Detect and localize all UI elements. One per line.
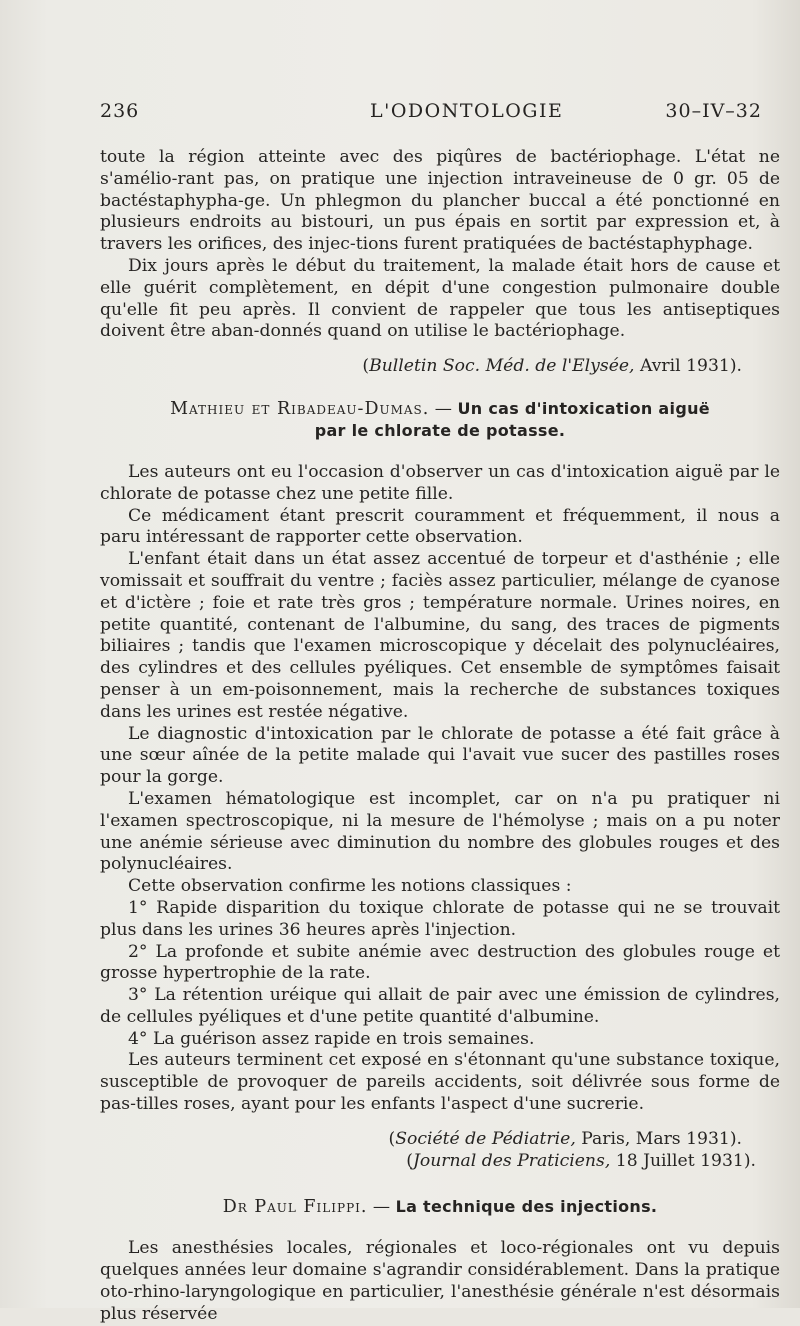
paragraph: toute la région atteinte avec des piqûres de bactériophage. L'état ne s'amélio-rant pas, on pratique une injection intraveineuse de 0 gr. 05 de bactéstaphypha-ge. Un phlegmon du plancher buccal a été ponctionné en plusieurs endroits au bistouri, un pus épais en sortit par expression et, à travers les orifices, des injec-tions furent pratiquées de bactéstaphyphage. xyxy=(100,147,780,255)
paragraph: Cette observation confirme les notions classiques : xyxy=(128,876,572,897)
citation-date: Avril 1931). xyxy=(634,356,742,377)
page-number: 236 xyxy=(100,100,140,122)
citation-date: 18 Juillet 1931). xyxy=(610,1150,756,1171)
citation: (Société de Pédiatrie, Paris, Mars 1931). xyxy=(388,1128,742,1149)
heading-dash: — xyxy=(429,398,458,419)
running-header xyxy=(100,100,780,128)
citation-source: Bulletin Soc. Méd. de l'Elysée, xyxy=(369,356,635,377)
issue-date: 30–IV–32 xyxy=(665,100,762,122)
article-heading xyxy=(100,398,780,442)
article-author: Dr Paul Filippi. xyxy=(222,1197,368,1218)
list-item: 2° La profonde et subite anémie avec destruction des globules rouge et grosse hypertrophie de la rate. xyxy=(100,941,780,984)
citation-date: Paris, Mars 1931). xyxy=(575,1128,742,1149)
paragraph: Les auteurs ont eu l'occasion d'observer un cas d'intoxication aiguë par le chlorate de potasse chez une petite fille. xyxy=(100,461,780,504)
citation: (Bulletin Soc. Méd. de l'Elysée, Avril 1931). xyxy=(362,356,742,377)
citation-source: Société de Pédiatrie, xyxy=(395,1128,576,1149)
paragraph: Les anesthésies locales, régionales et loco-régionales ont vu depuis quelques années leur domaine s'agrandir considérablement. Dans la pratique oto-rhino-laryngologique en particulier, l'anesthésie générale n'est désormais plus réservée xyxy=(100,1238,780,1324)
article-authors: Mathieu et Ribadeau-Dumas. xyxy=(170,398,430,419)
list-item: 1° Rapide disparition du toxique chlorate de potasse qui ne se trouvait plus dans les urines 36 heures après l'injection. xyxy=(100,897,780,940)
article-title-line2: par le chlorate de potasse. xyxy=(314,420,566,440)
paragraph: L'enfant était dans un état assez accentué de torpeur et d'asthénie ; elle vomissait et souffrait du ventre ; faciès assez particulier, mélange de cyanose et d'ictère ; foie et rate très gros ; température normale. Urines noires, en petite quantité, contenant de l'albumine, du sang, des traces de pigments biliaires ; tandis que l'examen microscopique y décelait des polynucléaires, des cylindres et des cellules pyéliques. Cet ensemble de symptômes faisait penser à un em-poisonnement, mais la recherche de substances toxiques dans les urines est restée négative. xyxy=(100,549,780,722)
journal-title: L'ODONTOLOGIE xyxy=(370,100,564,122)
paragraph: Les auteurs terminent cet exposé en s'étonnant qu'une substance toxique, susceptible de provoquer de pareils accidents, soit délivrée sous forme de pas-tilles roses, ayant pour les enfants l'aspect d'une sucrerie. xyxy=(100,1050,780,1115)
paragraph: Dix jours après le début du traitement, la malade était hors de cause et elle guérit complètement, en dépit d'une congestion pulmonaire double qu'elle fit peu après. Il convient de rappeler que tous les antiseptiques doivent être aban-donnés quand on utilise le bactériophage. xyxy=(100,255,780,342)
paragraph: Le diagnostic d'intoxication par le chlorate de potasse a été fait grâce à une sœur aînée de la petite malade qui l'avait vue sucer des pastilles roses pour la gorge. xyxy=(100,723,780,788)
heading-dash: — xyxy=(367,1197,396,1218)
article-title: La technique des injections. xyxy=(395,1197,658,1217)
list-item: 3° La rétention uréique qui allait de pair avec une émission de cylindres, de cellules pyéliques et d'une petite quantité d'albumine. xyxy=(100,985,780,1027)
citation-source: Journal des Praticiens, xyxy=(412,1150,611,1171)
citation: (Journal des Praticiens, 18 Juillet 1931). xyxy=(406,1150,756,1171)
article-title: Un cas d'intoxication aiguë xyxy=(457,398,710,418)
paragraph: L'examen hématologique est incomplet, car on n'a pu pratiquer ni l'examen spectroscopique, ni la mesure de l'hémolyse ; mais on a pu noter une anémie sérieuse avec diminution du nombre des globules rouges et des polynucléaires. xyxy=(100,788,780,875)
paragraph: Ce médicament étant prescrit couramment et fréquemment, il nous a paru intéressant de rapporter cette observation. xyxy=(100,505,780,548)
list-item: 4° La guérison assez rapide en trois semaines. xyxy=(128,1028,535,1049)
article-heading xyxy=(100,1196,780,1218)
page-body xyxy=(100,147,780,1326)
